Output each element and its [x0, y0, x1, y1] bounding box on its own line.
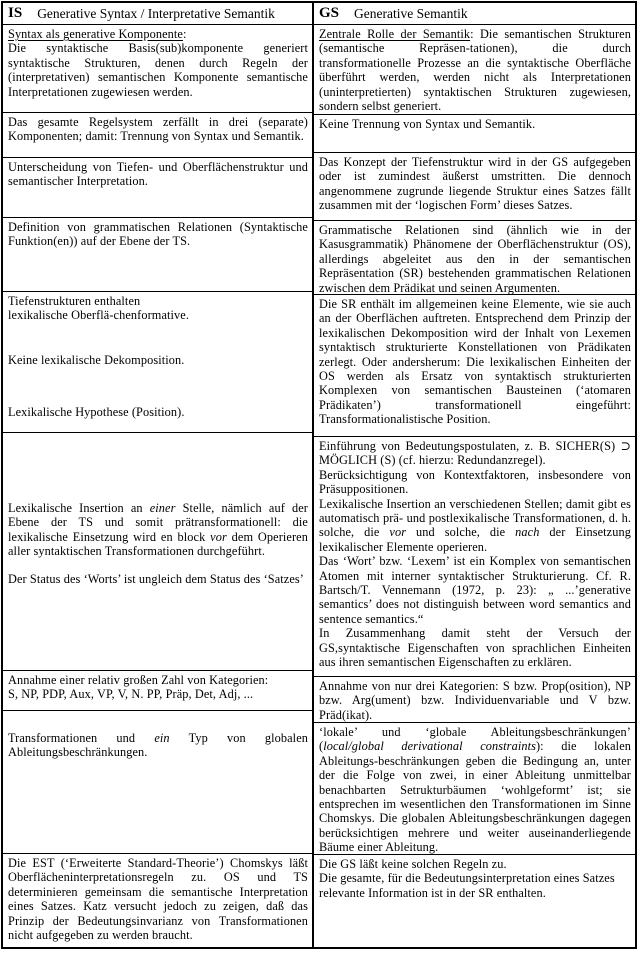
text-run: lexikalische Oberflä-chenformative. [8, 308, 190, 323]
text-run: Lexikalische Insertion an [8, 501, 150, 515]
text-run: dem Operieren aller syntaktischen Transformationen durchgeführt. [8, 529, 308, 559]
paragraph [8, 41, 308, 99]
left-cell-8 [3, 711, 312, 854]
right-cell-6 [314, 437, 635, 677]
text-run: vor [389, 525, 407, 540]
text-run: Die EST (‘Erweiterte Standard-Theorie’) Chomskys läßt Oberflächeninterpretationsregeln zu. OS und TS determinieren gemeinsam die semantische Interpretation eines Satzes. Katz versucht jedoch zu zeigen, daß das Prinzip der Bedeutungsinvarianz von Transformationen nicht aufgegeben zu werden braucht. [8, 856, 308, 943]
left-header-tag: IS [8, 5, 23, 21]
right-cell-9 [314, 855, 635, 947]
text-run: einer [149, 501, 176, 515]
paragraph [8, 687, 308, 701]
paragraph [8, 27, 308, 41]
paragraph [319, 554, 631, 626]
text-run: Keine Trennung von Syntax und Semantik. [319, 117, 536, 131]
paragraph [319, 27, 631, 113]
paragraph [8, 572, 308, 586]
right-header-title: Generative Semantik [354, 5, 468, 21]
left-cell-3 [3, 158, 312, 218]
text-run: Die GS läßt keine solchen Regeln zu. [319, 857, 507, 871]
paragraph [319, 725, 631, 855]
text-run: Die syntaktische Basis(sub)komponente generiert syntaktische Strukturen, denen durch Regeln der (interpretativen) semantischen Komponente semantische Interpretationen zugewiesen werden. [8, 41, 308, 99]
text-run: Berücksichtigung von Kontextfaktoren, insbesondere von Präsuppositionen. [319, 467, 631, 497]
text-run: und solche, die [406, 525, 516, 540]
text-run: Zentrale Rolle der Semantik [319, 27, 471, 41]
paragraph [319, 439, 631, 468]
text-run: vor [210, 529, 227, 544]
left-cell-5 [3, 292, 312, 433]
paragraph [319, 871, 631, 900]
text-run: Lexikalische Insertion an verschiedenen Stellen; damit gibt es automatisch prä- und postlexikalische Transformationen, d. h. solche, die [319, 496, 631, 540]
paragraph [8, 294, 308, 308]
paragraph [8, 501, 308, 559]
paragraph [8, 160, 308, 189]
comparison-table [1, 1, 637, 949]
text-run: : Die semantischen Strukturen (semantische Repräsen-tationen), die durch transformationelle Prozesse an die syntaktische Oberfläche überführt werden, werden nicht als Interpretationen (uninterpretierten) syntaktischen Strukturen zugewiesen, sondern selbst generiert. [319, 27, 631, 114]
paragraph [319, 497, 631, 555]
text-run: Keine lexikalische Dekomposition. [8, 352, 185, 367]
text-run: Das ‘Wort’ bzw. ‘Lexem’ ist ein Komplex von semantischen Atomen mit interner syntaktischer Strukturierung. Cf. R. Bartsch/T. Vennemann (1972, p. 23): „ ...’generative semantics’ does not distinguish between word semantics and sentence semantics.“ [319, 554, 631, 626]
right-cell-5 [314, 295, 635, 437]
paragraph [8, 405, 308, 419]
paragraph [319, 223, 631, 295]
right-cell-2 [314, 115, 635, 153]
text-run: Annahme von nur drei Kategorien: S bzw. Prop(osition), NP bzw. Arg(ument) bzw. Individuenvariable und V bzw. Präd(ikat). [319, 679, 631, 722]
paragraph [8, 220, 308, 249]
text-run: In Zusammenhang damit steht der Versuch der GS,syntaktische Eigenschaften von sprachlichen Einheiten aus ihren semantischen Eigenschaften zu erklären. [319, 626, 631, 670]
paragraph [319, 857, 631, 871]
text-run: ): die lokalen Ableitungs-beschränkungen geben die Bedingung an, unter der die Folge von zwei, in einer Ableitung unmittelbar benachbarten Setrukturbäumen ‘wohlgeformt’ ist; sie entsprechen im wesentlichen den Transformationen im Sinne Chomskys. Die globalen Ableitungsbeschränkungen dagegen berücksichtigen mehrere und weiter auseinanderliegende Bäume einer Ableitung. [319, 739, 631, 855]
left-cell-4 [3, 218, 312, 292]
right-header-tag: GS [319, 5, 340, 21]
left-cell-9 [3, 854, 312, 947]
text-run: Unterscheidung von Tiefen- und Oberflächenstruktur und semantischer Interpretation. [8, 160, 308, 189]
right-cell-4 [314, 221, 635, 295]
left-cell-2 [3, 113, 312, 158]
paragraph [319, 155, 631, 213]
column-generative-syntax [3, 3, 314, 947]
paragraph [8, 673, 308, 687]
text-run: ‘lokale’ und ‘globale Ableitungsbeschränkungen’ ( [319, 725, 631, 754]
text-run: Einführung von Bedeutungspostulaten, z. B. SICHER(S) ⊃ MÖGLICH (S) (cf. hierzu: Redundanzregel). [319, 439, 631, 468]
text-run: Die gesamte, für die Bedeutungsinterpretation eines Satzes relevante Information ist in der SR enthalten. [319, 871, 615, 900]
right-column-header [314, 3, 635, 25]
paragraph [319, 679, 631, 722]
text-run: ein [154, 731, 170, 745]
paragraph [8, 856, 308, 942]
text-run: Das gesamte Regelsystem zerfällt in drei (separate) Komponenten; damit: Trennung von Syntax und Semantik. [8, 115, 308, 144]
column-generative-semantik [314, 3, 635, 947]
left-cell-7 [3, 671, 312, 711]
right-cell-1 [314, 25, 635, 115]
right-cell-3 [314, 153, 635, 221]
right-cell-7 [314, 677, 635, 723]
left-cell-1 [3, 25, 312, 113]
text-run: Annahme einer relativ großen Zahl von Kategorien: [8, 673, 269, 687]
text-run: Syntax als generative Komponente [8, 27, 183, 41]
left-cell-6 [3, 433, 312, 671]
text-run: Stelle, nämlich auf der Ebene der TS und somit prätransformationell: die lexikalische Einsetzung wird en block [8, 501, 308, 544]
text-run: Typ von globalen Ableitungsbeschränkungen. [8, 731, 308, 760]
left-header-title: Generative Syntax / Interpretative Semantik [37, 5, 275, 21]
text-run: Die SR enthält im allgemeinen keine Elemente, wie sie auch an der Oberflächen auftreten. Entsprechend dem Prinzip der lexikalischen Dekomposition wird der Inhalt von Lexemen syntaktisch strukturierte Konstellationen von Prädikaten zerlegt. Oder andersherum: Die lexikalischen Einheiten der OS werden als Ersatz von syntaktisch strukturierten Komplexen von semantischen Bausteinen (‘atomaren Prädikaten’) transformationell eingeführt: Transformationalistische Position. [319, 297, 631, 427]
text-run: Definition von grammatischen Relationen (Syntaktische Funktion(en)) auf der Ebene der TS. [8, 220, 308, 249]
paragraph [8, 308, 308, 322]
text-run: nach [515, 525, 540, 540]
text-run: S, NP, PDP, Aux, VP, V, N. PP, Präp, Det, Adj, ... [8, 687, 254, 702]
paragraph [319, 626, 631, 669]
text-run: : [182, 27, 187, 41]
text-run: der Einsetzung lexikalischer Elemente operieren. [319, 525, 631, 554]
text-run: Das Konzept der Tiefenstruktur wird in der GS aufgegeben oder ist zumindest äußerst umstritten. Die dennoch angenommene zugrunde liegende Struktur eines Satzes fällt zusammen mit der ‘logischen Form’ dieses Satzes. [319, 155, 631, 213]
paragraph [8, 731, 308, 760]
text-run: Tiefenstrukturen enthalten [8, 294, 141, 308]
paragraph [319, 297, 631, 427]
right-cell-8 [314, 723, 635, 855]
paragraph [319, 117, 631, 131]
text-run: Grammatische Relationen sind (ähnlich wie in der Kasusgrammatik) Phänomene der Oberflächenstruktur (OS), allerdings abgeleitet aus den in der semantischen Repräsentation (SR) bestehenden grammatischen Relationen zwischen dem Prädikat und seinen Argumenten. [319, 223, 631, 295]
text-run: Der Status des ‘Worts’ ist ungleich dem Status des ‘Satzes’ [8, 571, 304, 586]
text-run: local/global derivational constraints [323, 739, 536, 754]
text-run: Transformationen und [8, 731, 155, 745]
paragraph [8, 115, 308, 144]
left-column-header [3, 3, 312, 25]
paragraph [8, 353, 308, 367]
paragraph [319, 468, 631, 497]
text-run: Lexikalische Hypothese (Position). [8, 405, 185, 420]
